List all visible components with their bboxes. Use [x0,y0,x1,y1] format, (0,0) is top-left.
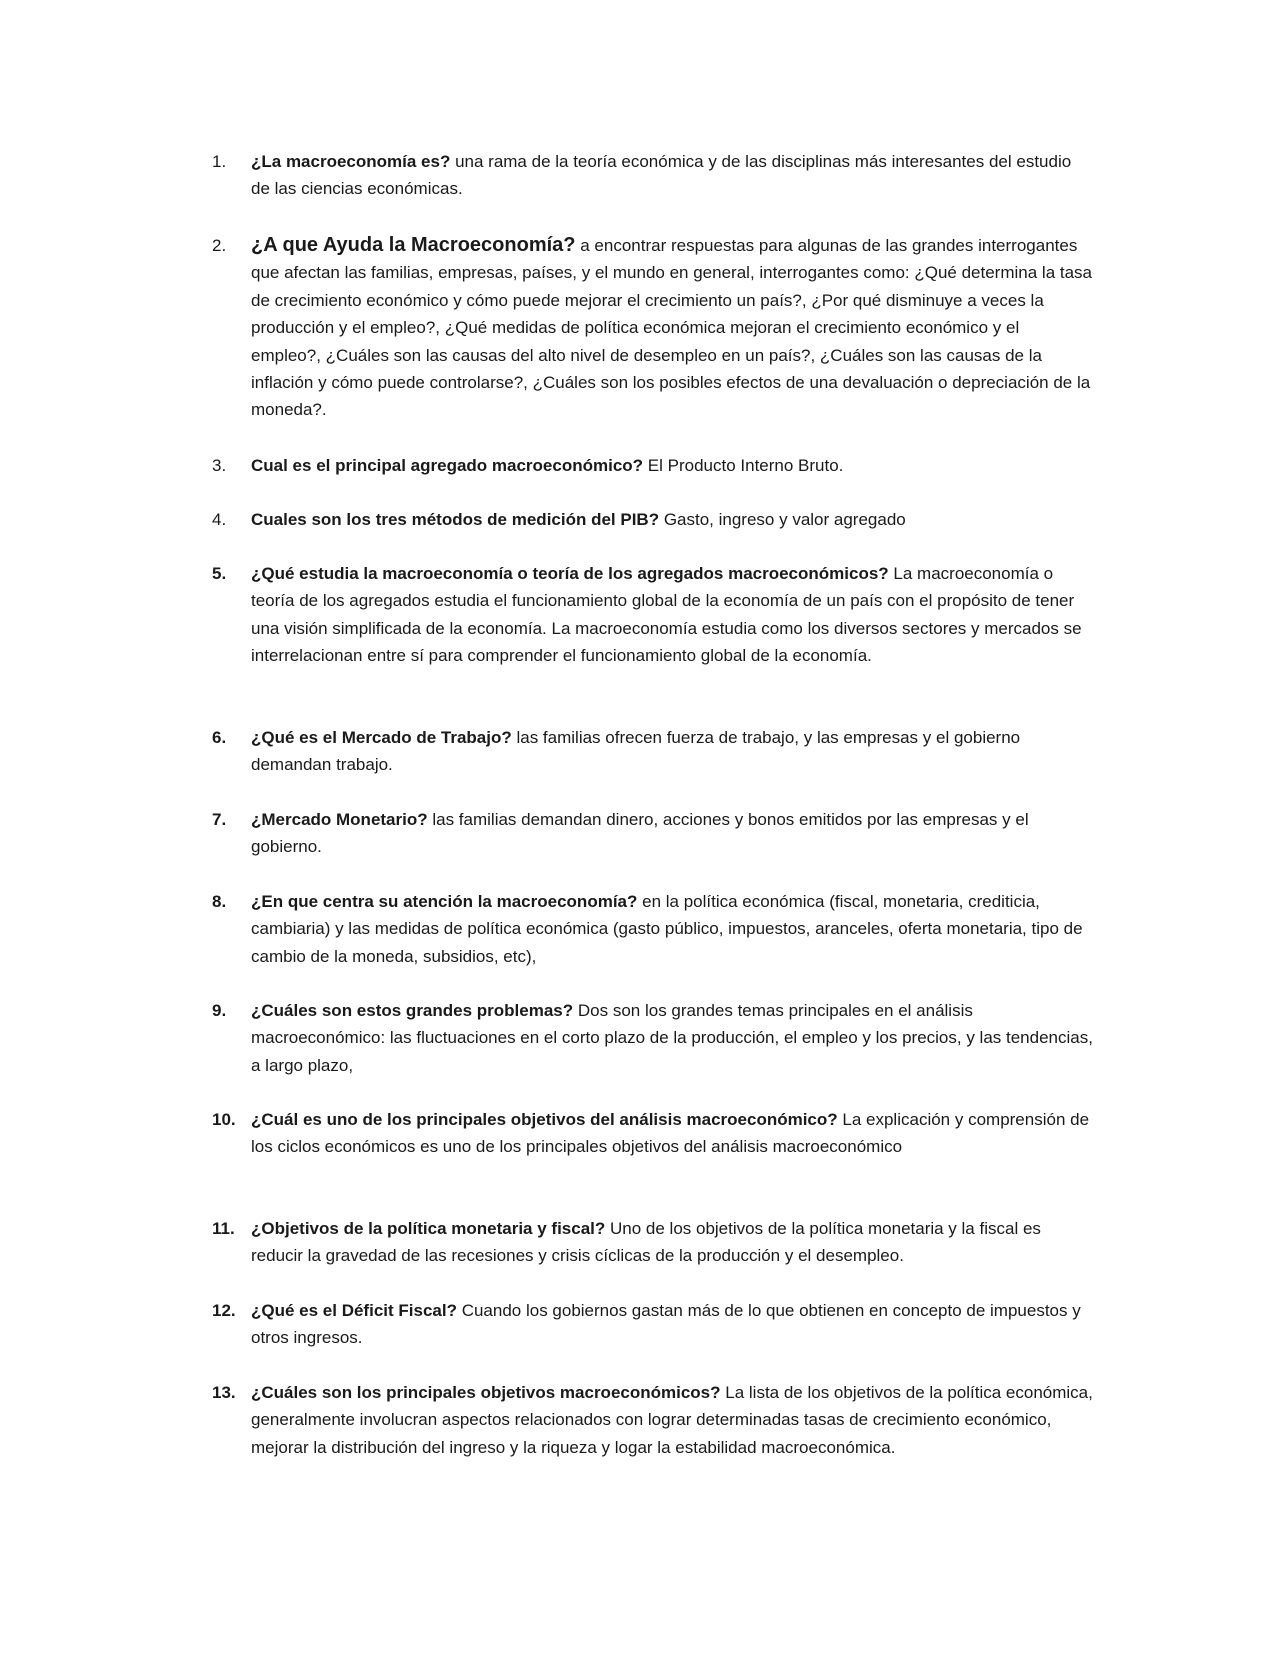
item-number: 2. [212,236,227,255]
item-number: 11. [212,1219,235,1238]
item-question: Cual es el principal agregado macroeconómico? [251,456,644,475]
item-question: Cuales son los tres métodos de medición del PIB? [251,510,660,529]
item-question: ¿La macroeconomía es? [251,152,451,171]
item-answer: La explicación y comprensión de los ciclos económicos es uno de los principales objetivos del análisis macroeconómico [251,1110,1090,1157]
item-question: ¿Qué es el Mercado de Trabajo? [251,728,512,747]
item-number: 9. [212,1001,227,1020]
item-text [251,1215,1093,1270]
item-answer: las familias ofrecen fuerza de trabajo, y las empresas y el gobierno demandan trabajo. [251,728,1021,775]
item-answer: Gasto, ingreso y valor agregado [659,510,906,529]
item-answer: en la política económica (fiscal, monetaria, crediticia, cambiaria) y las medidas de política económica (gasto público, impuestos, aranceles, oferta monetaria, tipo de cambio de la moneda, subsidios, etc), [251,892,1083,966]
item-text [251,997,1093,1079]
item-number: 4. [212,510,227,529]
item-question: ¿Cuáles son estos grandes problemas? [251,1001,574,1020]
item-answer: La macroeconomía o teoría de los agregados estudia el funcionamiento global de la economía de un país con el propósito de tener una visión simplificada de la economía. La macroeconomía estudia como los diversos sectores y mercados se interrelacionan entre sí para comprender el funcionamiento global de la economía. [251,564,1082,666]
item-answer: a encontrar respuestas para algunas de las grandes interrogantes que afectan las familias, empresas, países, y el mundo en general, interrogantes como: ¿Qué determina la tasa de crecimiento económico y cómo puede mejorar el crecimiento un país?, ¿Por qué disminuye a veces la producción y el empleo?, ¿Qué medidas de política económica mejoran el crecimiento económico y el empleo?, ¿Cuáles son las causas del alto nivel de desempleo en un país?, ¿Cuáles son las causas de la inflación y cómo puede controlarse?, ¿Cuáles son los posibles efectos de una devaluación o depreciación de la moneda?. [251,236,1093,420]
item-question: ¿En que centra su atención la macroeconomía? [251,892,638,911]
item-text [251,888,1093,970]
item-text [251,452,1093,479]
item-text [251,232,1093,424]
item-number: 1. [212,152,227,171]
item-text [251,1379,1093,1461]
item-text [251,1106,1093,1161]
item-number: 5. [212,564,227,583]
item-number: 8. [212,892,227,911]
item-number: 6. [212,728,227,747]
item-text [251,560,1093,670]
item-number: 10. [212,1110,236,1129]
item-number: 3. [212,456,227,475]
item-question: ¿Mercado Monetario? [251,810,428,829]
item-question: ¿Qué es el Déficit Fiscal? [251,1301,457,1320]
item-answer: una rama de la teoría económica y de las disciplinas más interesantes del estudio de las ciencias económicas. [251,152,1072,199]
item-question: ¿Cuál es uno de los principales objetivos del análisis macroeconómico? [251,1110,838,1129]
item-answer: las familias demandan dinero, acciones y bonos emitidos por las empresas y el gobierno. [251,810,1029,857]
item-text [251,148,1093,203]
item-number: 12. [212,1301,236,1320]
item-question: ¿Objetivos de la política monetaria y fiscal? [251,1219,606,1238]
item-answer: El Producto Interno Bruto. [643,456,844,475]
item-text [251,1297,1093,1352]
item-question: ¿Cuáles son los principales objetivos macroeconómicos? [251,1383,721,1402]
item-answer: Dos son los grandes temas principales en el análisis macroeconómico: las fluctuaciones en el corto plazo de la producción, el empleo y los precios, y las tendencias, a largo plazo, [251,1001,1093,1075]
item-text [251,506,1093,533]
item-answer: Uno de los objetivos de la política monetaria y la fiscal es reducir la gravedad de las recesiones y crisis cíclicas de la producción y el desempleo. [251,1219,1041,1266]
item-text [251,724,1093,779]
item-number: 13. [212,1383,236,1402]
item-answer: Cuando los gobiernos gastan más de lo que obtienen en concepto de impuestos y otros ingresos. [251,1301,1081,1348]
item-answer: La lista de los objetivos de la política económica, generalmente involucran aspectos relacionados con lograr determinadas tasas de crecimiento económico, mejorar la distribución del ingreso y la riqueza y logar la estabilidad macroeconómica. [251,1383,1093,1457]
item-text [251,806,1093,861]
item-question: ¿A que Ayuda la Macroeconomía? [251,234,576,256]
item-number: 7. [212,810,227,829]
item-question: ¿Qué estudia la macroeconomía o teoría de los agregados macroeconómicos? [251,564,889,583]
